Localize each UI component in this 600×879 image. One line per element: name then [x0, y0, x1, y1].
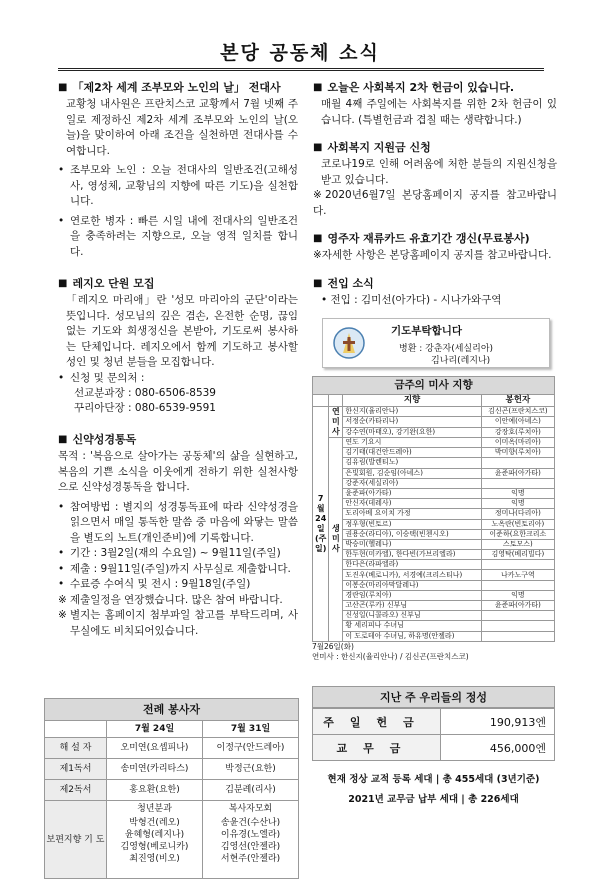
list-item — [58, 163, 298, 210]
offerer-cell: 박미향(루치아) — [481, 448, 554, 458]
intention-cell: 안신자(데레사) — [343, 499, 481, 509]
offerer-cell — [481, 580, 554, 590]
offerer-cell: 김신곤(프란치스코) — [481, 407, 554, 417]
dot-bullet-icon: • — [58, 214, 65, 227]
section-body: 코로나19로 인해 어려움에 처한 분들의 지원신청을 받고 있습니다. — [321, 158, 557, 186]
row-label: 보편지향 기 도 — [45, 801, 107, 879]
list-item-text: 제출 : 9월11일(주일)까지 사무실로 제출합니다. — [70, 562, 291, 575]
intention-cell: 신성일(니콜라오) 신부님 — [343, 611, 481, 621]
intention-cell: 정우형(빈토르) — [343, 519, 481, 529]
intention-cell: 이 도로테아 수녀님, 하유명(안젤라) — [343, 631, 481, 641]
prayer-sick-line-2: 김나리(레지나) — [431, 356, 491, 366]
offerer-cell — [481, 560, 554, 570]
offerer-cell — [481, 458, 554, 468]
table-row — [313, 621, 555, 631]
list-item-text: 기간 : 3월2일(재의 수요일) ~ 9월11일(주일) — [70, 547, 281, 559]
dot-bullet-icon: • — [58, 562, 65, 575]
table-row — [313, 519, 555, 529]
offering-value: 456,000엔 — [441, 735, 555, 761]
section-heading: 사회복지 지원금 신청 — [327, 141, 431, 154]
list-item: 김영선(안젤라) — [220, 842, 281, 852]
table-row — [313, 488, 555, 498]
section-nt-reading — [58, 432, 298, 447]
section-heading: 영주자 재류카드 유효기간 갱신(무료봉사) — [327, 232, 530, 245]
list-item: 윤혜형(레지나) — [124, 830, 185, 840]
intention-cell: 연도 기요시 — [343, 438, 481, 448]
note-item — [58, 608, 298, 639]
offerer-cell: 익명 — [481, 590, 554, 600]
offering-label: 주일헌금 — [313, 709, 441, 735]
section-legio-recruit — [58, 276, 298, 291]
intention-cell: 고산곤(루카) 신부님 — [343, 601, 481, 611]
household-stats — [312, 770, 555, 810]
list-item: 송윤건(수산나) — [220, 818, 281, 828]
blank-cell — [45, 721, 107, 738]
list-item — [58, 371, 298, 387]
list-item — [58, 577, 298, 593]
intention-cell: 이봉순(마리아막달레나) — [343, 580, 481, 590]
contact-label: 신청 및 문의처 : — [70, 371, 145, 384]
server-list-b — [203, 801, 299, 879]
offerer-cell: 강장호(루치아) — [481, 427, 554, 437]
dot-bullet-icon: • — [58, 547, 65, 559]
mass-group: 생미사 — [329, 438, 343, 642]
square-bullet-icon: ■ — [58, 82, 68, 93]
section-note: ※자세한 사항은 본당홈페이지 공지를 참고바랍니다. — [313, 249, 552, 261]
server-cell: 오미연(요셉피나) — [107, 738, 203, 759]
server-cell: 박정근(요한) — [203, 759, 299, 780]
intention-cell: 경란임(루치아) — [343, 590, 481, 600]
offerer-cell: 이안예(아녜스) — [481, 417, 554, 427]
mass-foot-date: 7월26일(화) — [312, 641, 354, 651]
dot-bullet-icon: • — [58, 578, 65, 590]
mass-intentions — [312, 376, 555, 662]
weekly-offering — [312, 686, 555, 761]
stat-registered: 현재 정상 교적 등록 세대 | 총 455세대 (3년기준) — [327, 774, 540, 785]
list-item — [58, 562, 298, 578]
offerer-cell: 나카노구역 — [481, 570, 554, 580]
contact-curia: 꾸리아단장 : 080-6539-9591 — [74, 402, 216, 414]
legio-body: 「레지오 마리애」란 '성모 마리아의 군단'이라는 뜻입니다. 성모님의 깊은 겸손, 온전한 순명, 끊임없는 기도와 희생정신을 본받아, 기도로써 봉사하는 단체입니다. 레지오에서 함께 기도하고 봉사할 성인 및 청년 분들을 모집합니다. — [66, 294, 298, 368]
table-row — [313, 499, 555, 509]
table-row — [313, 529, 555, 539]
intention-cell: 도리아베 요이치 가정 — [343, 509, 481, 519]
table-row — [313, 438, 555, 448]
mass-title: 금주의 미사 지향 — [313, 377, 555, 395]
asterisk-icon: ※ — [58, 609, 67, 621]
offerer-cell: 윤준파(아가타) — [481, 468, 554, 478]
table-row — [313, 570, 555, 580]
note-text: 별지는 홈페이지 첨부파일 참고를 부탁드리며, 사무실에도 비치되어있습니다. — [70, 609, 298, 637]
section-plenary-indulgence — [58, 80, 298, 95]
list-item — [58, 214, 298, 261]
indulgence-body: 교황청 내사원은 프란치스코 교황께서 7월 넷째 주일로 제정하신 제2차 세계 조부모와 노인의 날(오늘)을 맞이하여 아래 조건을 실천하면 전대사를 수여합니다. — [66, 98, 298, 157]
square-bullet-icon: ■ — [313, 233, 323, 244]
stat-paid: 2021년 교무금 납부 세대 | 총 226세대 — [348, 794, 519, 805]
intention-cell: 한두현(미카엘), 한다빈(가브리엘라) — [343, 550, 481, 560]
servers-title: 전례 봉사자 — [45, 699, 299, 721]
section-heading: 「제2차 세계 조부모와 노인의 날」 전대사 — [72, 81, 281, 94]
mass-foot-line: 연미사 : 한신지(율리안나) / 김신곤(프란치스코) — [312, 651, 469, 661]
section-welfare-support — [313, 140, 557, 155]
table-row — [313, 611, 555, 621]
table-row — [313, 478, 555, 488]
table-row — [313, 539, 555, 549]
offering-value: 190,913엔 — [441, 709, 555, 735]
section-body: • 전입 : 김미선(아가다) - 시나가와구역 — [321, 293, 502, 306]
mass-date: 7월 24일 (주일) — [313, 407, 329, 642]
offerer-cell: 익명 — [481, 488, 554, 498]
list-item-text: 수료증 수여식 및 전시 : 9월18일(주일) — [70, 578, 251, 590]
offering-title: 지난 주 우리들의 정성 — [312, 686, 555, 708]
section-body: 매월 4째 주일에는 사회복지를 위한 2차 헌금이 있습니다. (특별헌금과 겹칠 때는 생략합니다.) — [321, 98, 557, 126]
square-bullet-icon: ■ — [58, 278, 68, 289]
intention-cell: 한신지(율리안나) — [343, 407, 481, 417]
prayer-request-box — [322, 318, 550, 368]
intention-cell: 도진우(베로니카), 서경예(크리스티나) — [343, 570, 481, 580]
section-heading: 신약성경통독 — [72, 433, 137, 446]
intention-cell: 윤준파(아가타) — [343, 488, 481, 498]
left-column — [58, 80, 298, 639]
reading-purpose: 목적 : '복음으로 살아가는 공동체'의 삶을 실현하고, 복음의 기쁜 소식을 이웃에게 전하기 위한 실천사항으로 신약성경통독을 합니다. — [58, 450, 298, 493]
intention-cell: 강수연(마태오), 강기완(요한) — [343, 427, 481, 437]
liturgy-servers — [44, 698, 299, 879]
offerer-cell — [481, 631, 554, 641]
offerer-cell: 노옥란(빈토리아) — [481, 519, 554, 529]
section-heading: 오늘은 사회복지 2차 헌금이 있습니다. — [327, 81, 514, 94]
offerer-cell: 정미나(다리아) — [481, 509, 554, 519]
col-date-1: 7월 24일 — [107, 721, 203, 738]
intention-cell: 박승미(헬레나) — [343, 539, 481, 549]
intention-cell: 김기태(대건안드레아) — [343, 448, 481, 458]
square-bullet-icon: ■ — [313, 82, 323, 93]
server-cell: 홍요환(요한) — [107, 780, 203, 801]
section-note: ※2020년6월7일 본당홈페이지 공지를 참고바랍니다. — [313, 189, 557, 217]
intention-cell: 권용순(라디아), 이승택(빈첸시오) — [343, 529, 481, 539]
square-bullet-icon: ■ — [58, 434, 68, 445]
prayer-title: 기도부탁합니다 — [391, 325, 463, 337]
offerer-cell: 익명 — [481, 499, 554, 509]
server-cell: 이정구(안드레아) — [203, 738, 299, 759]
offerer-cell: 김영탁(베리빌다) — [481, 550, 554, 560]
intention-cell: 은빛회원, 김순임(아녜스) — [343, 468, 481, 478]
row-label: 제1독서 — [45, 759, 107, 780]
table-row — [313, 631, 555, 641]
list-item-text: 연로한 병자 : 빠른 시일 내에 전대사의 일반조건을 충족하려는 지향으로, 오늘 영적 일치를 합니다. — [70, 214, 298, 258]
page-title: 본당 공동체 소식 — [220, 42, 380, 64]
table-row — [313, 458, 555, 468]
list-item: 이유경(노엘라) — [220, 830, 281, 840]
table-row — [313, 417, 555, 427]
section-transfer-in — [313, 276, 557, 291]
offerer-cell — [481, 621, 554, 631]
table-row — [313, 580, 555, 590]
square-bullet-icon: ■ — [313, 277, 323, 289]
col-intention: 지향 — [343, 395, 481, 407]
table-row — [313, 550, 555, 560]
blank-cell — [313, 395, 329, 407]
list-item-text: 조부모와 노인 : 오늘 전대사의 일반조건(고해성사, 영성체, 교황님의 지향에 따른 기도)을 실천합니다. — [70, 164, 298, 207]
dot-bullet-icon: • — [58, 371, 65, 384]
row-label: 제2독서 — [45, 780, 107, 801]
intention-cell: 김유림(발렌티노) — [343, 458, 481, 468]
sub-group-label: 복사자모회 — [228, 804, 273, 814]
note-text: 제출일정을 연장했습니다. 많은 참여 바랍니다. — [70, 593, 283, 606]
section-second-collection — [313, 80, 557, 95]
prayer-sick-line: 병환 : 강춘자(세실리아) — [399, 344, 494, 354]
offerer-cell: 스토모스) — [481, 539, 554, 549]
sub-group-label: 청년분과 — [137, 804, 172, 814]
intention-cell: 서정순(카타리나) — [343, 417, 481, 427]
server-cell: 김분례(리사) — [203, 780, 299, 801]
list-item: 최진영(비오) — [129, 854, 180, 864]
offerer-cell — [481, 478, 554, 488]
row-label: 해 설 자 — [45, 738, 107, 759]
offerer-cell: 이준하(요한크리소 — [481, 529, 554, 539]
server-cell: 송미연(카리타스) — [107, 759, 203, 780]
dot-bullet-icon: • — [58, 500, 65, 513]
offerer-cell: 윤준파(아가타) — [481, 601, 554, 611]
blank-cell — [329, 395, 343, 407]
dot-bullet-icon: • — [58, 164, 65, 176]
offering-label: 교무금 — [313, 735, 441, 761]
table-row — [313, 590, 555, 600]
table-row — [313, 448, 555, 458]
section-heading: 레지오 단원 모집 — [72, 277, 155, 290]
contact-mission: 선교분과장 : 080-6506-8539 — [74, 387, 216, 399]
col-date-2: 7월 31일 — [203, 721, 299, 738]
offerer-cell: 이미옥(마리아) — [481, 438, 554, 448]
table-row — [313, 468, 555, 478]
list-item-text: 참여방법 : 별지의 성경통독표에 따라 신약성경을 읽으면서 매일 통독한 말씀 중 마음에 와닿는 말씀을 별도의 노트(개인준비)에 기록합니다. — [70, 500, 298, 544]
section-heading: 전입 소식 — [327, 276, 374, 290]
intention-cell: 강준자(세실리아) — [343, 478, 481, 488]
intention-cell: 황 세리피나 수녀님 — [343, 621, 481, 631]
note-item — [58, 593, 298, 609]
list-item: 박형건(레오) — [129, 818, 180, 828]
table-row — [313, 427, 555, 437]
section-residence-card — [313, 231, 557, 246]
table-row — [313, 509, 555, 519]
table-row — [313, 407, 555, 417]
table-row — [313, 560, 555, 570]
parish-logo-icon — [331, 325, 367, 361]
mass-group: 연미사 — [329, 407, 343, 438]
square-bullet-icon: ■ — [313, 142, 323, 153]
list-item — [58, 500, 298, 547]
offerer-cell — [481, 611, 554, 621]
list-item — [58, 546, 298, 562]
list-item: 김영형(베로니카) — [120, 842, 189, 852]
server-list-a — [107, 801, 203, 879]
table-row — [313, 601, 555, 611]
col-offerer: 봉헌자 — [481, 395, 554, 407]
list-item: 서현주(안젤라) — [220, 854, 281, 864]
right-column — [313, 80, 557, 308]
intention-cell: 한다은(라파엘라) — [343, 560, 481, 570]
asterisk-icon: ※ — [58, 593, 67, 606]
title-rule — [58, 68, 544, 71]
